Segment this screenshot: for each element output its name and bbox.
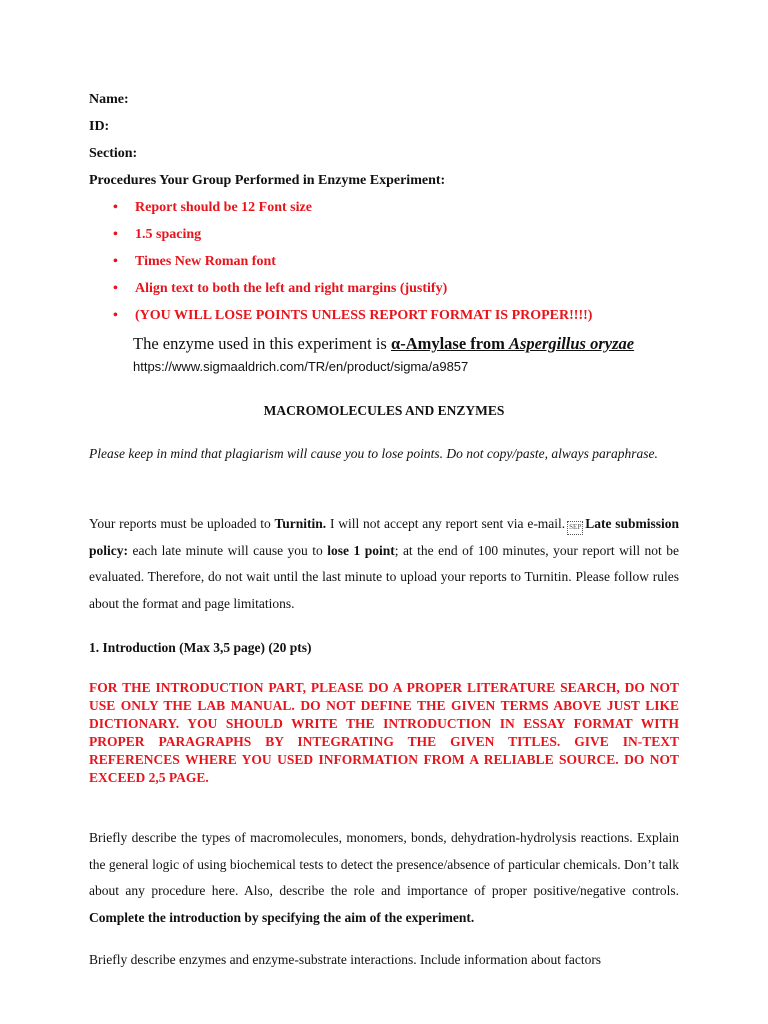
section-heading: MACROMOLECULES AND ENZYMES	[263, 403, 505, 418]
bullet-icon: •	[113, 200, 118, 215]
bullet-icon: •	[113, 227, 118, 242]
intro-instructions: FOR THE INTRODUCTION PART, PLEASE DO A PROPER LITERATURE SEARCH, DO NOT USE ONLY THE LAB MANUAL. DO NOT DEFINE THE GIVEN TERMS ABOVE JUST LIKE DICTIONARY. YOU SHOULD WRITE THE INTRODUCTION IN ESSAY FORMAT WITH PROPER PARAGRAPHS BY INTEGRATING THE GIVEN TITLES. GIVE IN-TEXT REFERENCES WHERE YOU USED INFORMATION FROM A RELIABLE SOURCE. DO NOT EXCEED 2,5 PAGE.	[89, 680, 679, 785]
procedures-label: Procedures Your Group Performed in Enzyme Experiment:	[89, 173, 446, 188]
product-link[interactable]: https://www.sigmaaldrich.com/TR/en/product/sigma/a9857	[133, 359, 469, 374]
enzyme-name: α-Amylase from Aspergillus oryzae	[390, 334, 635, 353]
upload-policy: Your reports must be uploaded to Turnitin. I will not accept any report sent via e-mail. SEP Late submission policy: each late minute will cause you to lose 1 point; at the end of 100 minutes, your report will not be evaluated. Therefore, do not wait until the last minute to upload your reports to Turnitin. Please follow rules about the format and page limitations.	[89, 516, 680, 611]
separator-icon: SEP	[567, 521, 583, 535]
bullet-icon: •	[113, 281, 118, 296]
enzyme-statement: The enzyme used in this experiment is α-Amylase from Aspergillus oryzae https://www.sigmaaldrich.com/TR/en/product/sigma/a9857	[133, 334, 635, 374]
section-field: Section:	[89, 146, 138, 161]
enzymes-paragraph: Briefly describe enzymes and enzyme-substrate interactions. Include information about factors	[89, 952, 602, 967]
plagiarism-note: Please keep in mind that plagiarism will cause you to lose points. Do not copy/paste, always paraphrase.	[89, 446, 658, 461]
bullet-icon: •	[113, 254, 118, 269]
document-page: Name: ID: Section: Procedures Your Group Performed in Enzyme Experiment: • Report should be 12 Font size • 1.5 spacing • Times New Roman font • Align text to both the left and right margins (justify) • (YOU WILL LOSE POINTS UNLESS REPORT FORMAT IS PROPER!!!!) The enzyme used in this experiment is α-Amylase from Aspergillus oryzae https://www.sigmaaldrich.com/TR/en/product/sigma/a9857 MACROMOLECULES AND ENZYMES Please keep in mind that plagiarism will cause you to lose points. Do not copy/paste, always paraphrase. Your reports must be uploaded to Turnitin. I will not accept any report sent via e-mail. SEP Late submission policy: each late minute will cause you to lose 1 point; at the end of 100 minutes, your report will not be evaluated. Therefore, do not wait until the last minute to upload your reports to Turnitin. Please follow rules about the format and page limitations. 1. Introduction (Max 3,5 page) (20 pts) FOR THE INTRODUCTION PART, PLEASE DO A PROPER LITERATURE SEARCH, DO NOT USE ONLY THE LAB MANUAL. DO NOT DEFINE THE GIVEN TERMS ABOVE JUST LIKE DICTIONARY. YOU SHOULD WRITE THE INTRODUCTION IN ESSAY FORMAT WITH PROPER PARAGRAPHS BY INTEGRATING THE GIVEN TITLES. GIVE IN-TEXT REFERENCES WHERE YOU USED INFORMATION FROM A RELIABLE SOURCE. DO NOT EXCEED 2,5 PAGE. Briefly describe the types of macromolecules, monomers, bonds, dehydration-hydrolysis reactions. Explain the general logic of using biochemical tests to detect the presence/absence of particular chemicals. Don’t talk about any procedure here. Also, describe the role and importance of proper positive/negative controls. Complete the introduction by specifying the aim of the experiment. Briefly describe enzymes and enzyme-substrate interactions. Include information about factors	[0, 0, 768, 1024]
name-field: Name:	[89, 92, 129, 107]
id-field: ID:	[89, 119, 110, 134]
describe-paragraph: Briefly describe the types of macromolecules, monomers, bonds, dehydration-hydrolysis reactions. Explain the general logic of using biochemical tests to detect the presence/absence of particular chemicals. Don’t talk about any procedure here. Also, describe the role and importance of proper positive/negative controls. Complete the introduction by specifying the aim of the experiment.	[89, 830, 679, 925]
bullet-icon: •	[113, 308, 118, 323]
intro-heading: 1. Introduction (Max 3,5 page) (20 pts)	[89, 640, 312, 655]
